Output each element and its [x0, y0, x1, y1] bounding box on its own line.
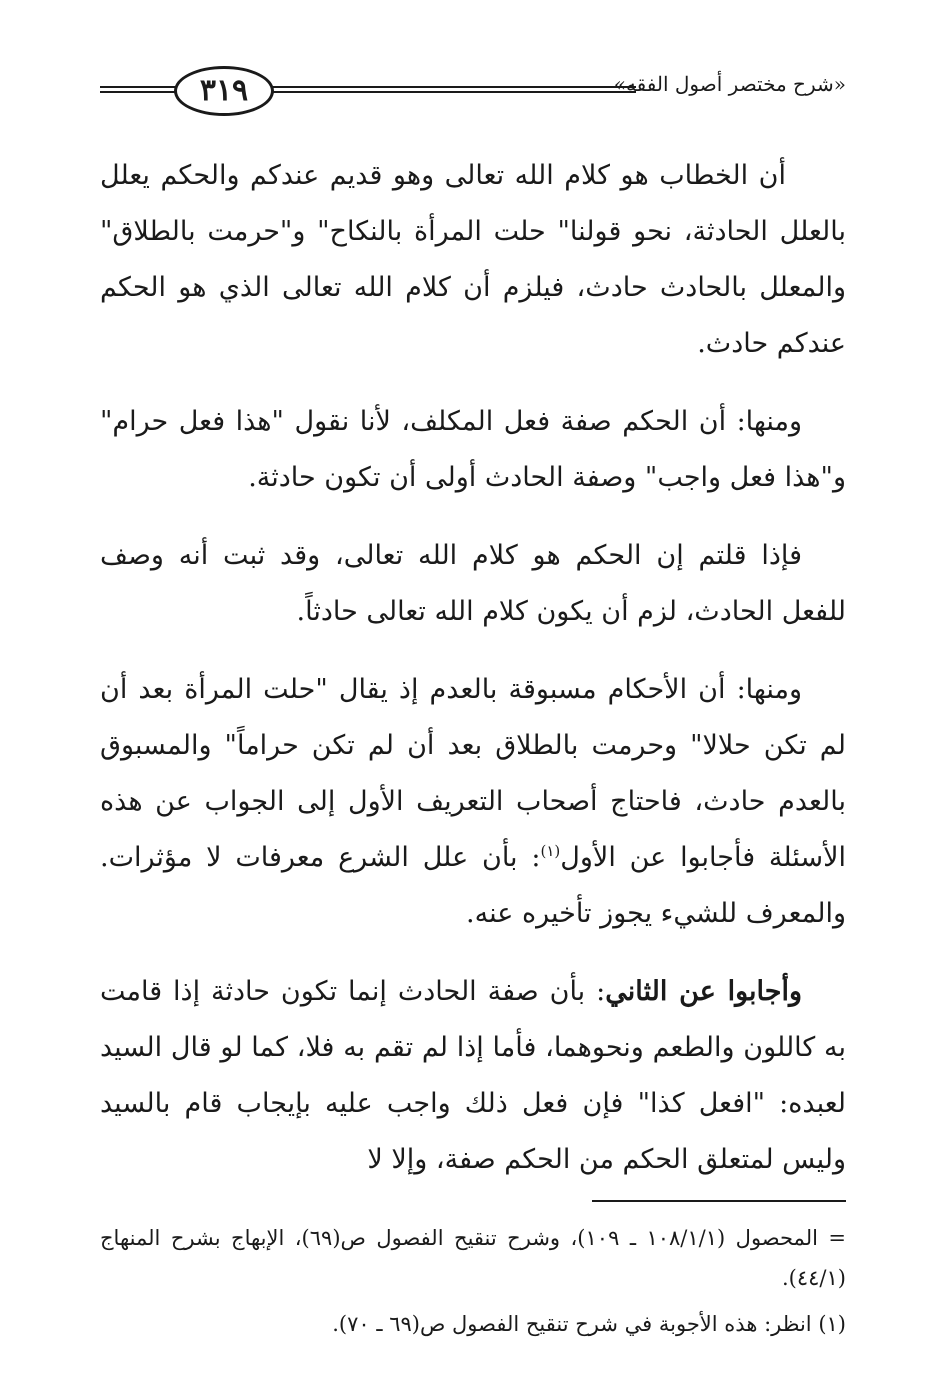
paragraph-4 [100, 662, 846, 942]
paragraph-4-text-a: ومنها: أن الأحكام مسبوقة بالعدم إذ يقال "حلت المرأة بعد أن لم تكن حلالا" وحرمت بالطلاق بعد أن لم تكن حراماً" والمسبوق بالعدم حادث، فاحتاج أصحاب التعريف الأول إلى الجواب عن هذه الأسئلة فأجابوا عن الأول [100, 674, 846, 873]
paragraph-5-heading: وأجابوا عن الثاني [605, 976, 802, 1007]
paragraph-5-text: : بأن صفة الحادث إنما تكون حادثة إذا قامت به كاللون والطعم ونحوهما، فأما إذا لم تقم به فلا، كما لو قال السيد لعبده: "افعل كذا" فإن فعل ذلك واجب عليه بإيجاب قام بالسيد وليس لمتعلق الحكم من الحكم صفة، وإلا لا [100, 976, 846, 1175]
paragraph-5 [100, 964, 846, 1188]
main-text [100, 148, 846, 1210]
footnote-separator [592, 1200, 846, 1202]
footnote-continued: = المحصول (١٠٨/١/١ ـ ١٠٩)، وشرح تنقيح الفصول ص(٦٩)، الإبهاج بشرح المنهاج (٤٤/١). [100, 1226, 846, 1290]
footnote-ref-1[interactable]: (١) [540, 842, 561, 860]
paragraph-1: أن الخطاب هو كلام الله تعالى وهو قديم عندكم والحكم يعلل بالعلل الحادثة، نحو قولنا" حلت المرأة بالنكاح" و"حرمت بالطلاق" والمعلل بالحادث حادث، فيلزم أن كلام الله تعالى الذي هو الحكم عندكم حادث. [100, 160, 846, 359]
footnote-1: (١) انظر: هذه الأجوبة في شرح تنقيح الفصول ص(٦٩ ـ ٧٠). [332, 1312, 846, 1336]
header-rule-left [100, 86, 178, 93]
paragraph-2: ومنها: أن الحكم صفة فعل المكلف، لأنا نقول "هذا فعل حرام" و"هذا فعل واجب" وصفة الحادث أولى أن تكون حادثة. [100, 406, 846, 493]
running-title: «شرح مختصر أصول الفقه» [613, 72, 846, 96]
paragraph-4-text-b: : بأن علل الشرع معرفات لا مؤثرات. والمعرف للشيء يجوز تأخيره عنه. [100, 842, 846, 929]
page-header [100, 62, 846, 124]
paragraph-3: فإذا قلتم إن الحكم هو كلام الله تعالى، وقد ثبت أنه وصف للفعل الحادث، لزم أن يكون كلام الله تعالى حادثاً. [100, 540, 846, 627]
header-rule-right [270, 86, 636, 93]
footnotes [100, 1218, 846, 1350]
page-number: ٣١٩ [174, 66, 274, 116]
